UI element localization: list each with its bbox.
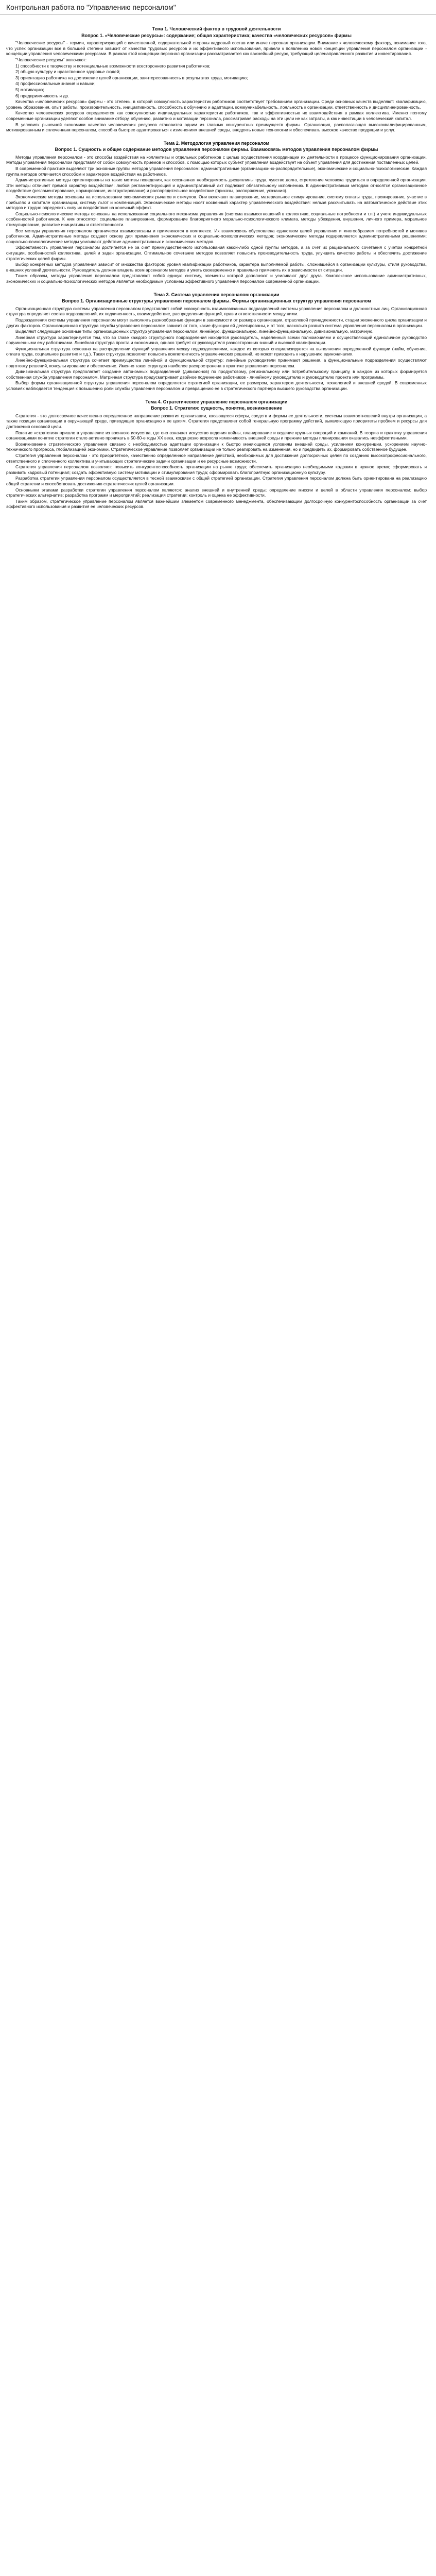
topic-heading: Тема 1. Человеческий фактор в трудовой деятельности <box>152 26 281 31</box>
paragraph: Разработка стратегии управления персоналом осуществляется в тесной взаимосвязи с общей стратегией организации. Стратегия управления персоналом должна быть ориентирована на реализацию общей стратегии и способствовать достижению стратегических целей организации. <box>6 476 427 486</box>
section <box>6 392 427 510</box>
topic-heading: Тема 4. Стратегическое управление персоналом организации <box>145 399 288 404</box>
paragraph: Все методы управления персоналом органически взаимосвязаны и применяются в комплексе. Их взаимосвязь обусловлена единством целей управления и многообразием потребностей и мотивов работников. Административные методы создают основу для применения экономических и социально-психологических методов; экономические методы подкрепляются административными решениями; социально-психологические методы усиливают действие административных и экономических методов. <box>6 228 427 244</box>
paragraph: Понятие «стратегия» пришло в управление из военного искусства, где оно означает искусство ведения войны, планирование и ведение крупных операций и кампаний. В теорию и практику управления организациями понятие стратегии стало активно проникать в 50-60-е годы XX века, когда резко возросла изменчивость внешней среды и прежние методы планирования оказались неэффективными. <box>6 430 427 441</box>
paragraph: Эффективность управления персоналом достигается не за счет преимущественного использования какой-либо одной группы методов, а за счет их рационального сочетания с учетом конкретной ситуации, особенностей коллектива, целей и задач организации. Оптимальное сочетание методов позволяет повысить производительность труда, улучшить качество работы и обеспечить достижение стратегических целей фирмы. <box>6 245 427 261</box>
paragraph: Функциональная структура основана на распределении функций управления между подразделениями, каждое из которых специализируется на выполнении определенной функции (найм, обучение, оплата труда, социальное развитие и т.д.). Такая структура позволяет повысить компетентность управленческих решений, но может приводить к нарушению единоначалия. <box>6 346 427 357</box>
paragraph: "Человеческие ресурсы" - термин, характеризующий с качественной, содержательной стороны кадровый состав или иначе персонал организации. Внимание к человеческому фактору, понимание того, что успех организации все в большей степени зависит от качества трудовых ресурсов и их эффективного использования, привели к появлению новой концепции управления персоналом организации - концепции управления человеческими ресурсами. В рамках этой концепции персонал организации рассматривается как важнейший ресурс, требующий целенаправленного развития и инвестирования. <box>6 40 427 57</box>
paragraph: 6) предприимчивость и др. <box>15 93 69 98</box>
paragraph: 3) ориентацию работника на достижение целей организации, заинтересованность в результатах труда, мотивацию; <box>15 75 248 80</box>
paragraph: Основными этапами разработки стратегии управления персоналом являются: анализ внешней и внутренней среды; определение миссии и целей в области управления персоналом; выбор стратегических альтернатив; разработка программ и мероприятий; реализация стратегии; контроль и оценка ее эффективности. <box>6 487 427 498</box>
paragraph: Линейно-функциональная структура сочетает преимущества линейной и функциональной структур: линейные руководители принимают решения, а функциональные подразделения осуществляют подготовку решений, консультирование и обеспечение. Именно такая структура наиболее распространена в практике управления персоналом. <box>6 358 427 368</box>
paragraph: "Человеческие ресурсы" включают: <box>15 57 87 62</box>
paragraph: Организационная структура системы управления персоналом представляет собой совокупность взаимосвязанных подразделений системы управления персоналом и должностных лиц. Организационная структура определяет состав подразделений, их подчиненность, взаимодействие, распределение функций, прав и ответственности между ними. <box>6 306 427 317</box>
topic-heading: Тема 2. Методология управления персоналом <box>163 140 270 146</box>
paragraph: Качество человеческих ресурсов определяется как совокупностью индивидуальных характеристик работников, так и эффективностью их взаимодействия в рамках коллектива. Именно поэтому современные организации уделяют особое внимание отбору, обучению, развитию и мотивации персонала, рассматривая расходы на эти цели не как затраты, а как инвестиции в человеческий капитал. <box>6 110 427 121</box>
paragraph: Методы управления персоналом - это способы воздействия на коллективы и отдельных работников с целью осуществления координации их деятельности в процессе функционирования организации. Методы управления персоналом представляют собой совокупность приемов и способов, с помощью которых субъект управления воздействует на объект управления для достижения поставленных целей. <box>6 154 427 165</box>
question-heading: Вопрос 1. Стратегия: сущность, понятие, возникновение <box>151 405 282 411</box>
paragraph: Выбор формы организационной структуры управления персоналом определяется стратегией организации, ее размером, характером деятельности, технологией и внешней средой. В современных условиях наблюдается тенденция к повышению роли службы управления персоналом и превращению ее в стратегического партнера высшего руководства организации. <box>6 380 427 392</box>
section <box>6 19 427 133</box>
document-body <box>0 19 436 510</box>
paragraph: 5) мотивацию; <box>15 87 44 92</box>
section <box>6 133 427 285</box>
paragraph: В современной практике выделяют три основные группы методов управления персоналом: административные (организационно-распорядительные), экономические и социально-психологические. Каждая группа методов отличается способом и характером воздействия на работников. <box>6 166 427 177</box>
paragraph: 2) общую культуру и нравственное здоровье людей; <box>15 69 120 75</box>
paragraph: 4) профессиональные знания и навыки; <box>15 81 96 87</box>
document-title: Контрольная работа по "Управлению персоналом" <box>0 0 436 15</box>
question-heading: Вопрос 1. Сущность и общее содержание методов управления персоналом фирмы. Взаимосвязь методов управления персоналом фирмы <box>55 147 378 152</box>
topic-heading: Тема 3. Система управления персоналом организации <box>153 292 280 297</box>
paragraph: Экономические методы основаны на использовании экономических рычагов и стимулов. Они включают планирование, материальное стимулирование, систему оплаты труда, премирование, участие в прибылях и капитале организации, систему льгот и компенсаций. Экономические методы носят косвенный характер управленческого воздействия: нельзя рассчитывать на автоматическое действие этих методов и трудно определить силу их воздействия на конечный эффект. <box>6 194 427 211</box>
paragraph: Таким образом, методы управления персоналом представляют собой единую систему, элементы которой дополняют и усиливают друг друга. Комплексное использование административных, экономических и социально-психологических методов является необходимым условием эффективного управления персоналом современной организации. <box>6 273 427 284</box>
paragraph: Линейная структура характеризуется тем, что во главе каждого структурного подразделения находится руководитель, наделенный всеми полномочиями и осуществляющий единоличное руководство подчиненными ему работниками. Линейная структура проста и экономична, однако требует от руководителя разносторонних знаний и высокой квалификации. <box>6 334 427 346</box>
paragraph: Стратегия управления персоналом - это приоритетное, качественно определенное направление действий, необходимых для достижения долгосрочных целей по созданию высокопрофессионального, ответственного и сплоченного коллектива и учитывающих стратегические задачи организации и ее ресурсные возможности. <box>6 452 427 464</box>
paragraph: Административные методы ориентированы на такие мотивы поведения, как осознанная необходимость дисциплины труда, чувство долга, стремление человека трудиться в определенной организации. Эти методы отличает прямой характер воздействия: любой регламентирующий и административный акт подлежит обязательному исполнению. К административным методам относятся организационное воздействие (регламентирование, нормирование, инструктирование) и распорядительное воздействие (приказы, распоряжения, указания). <box>6 177 427 194</box>
paragraph: Стратегия управления персоналом позволяет: повысить конкурентоспособность организации на рынке труда; обеспечить организацию необходимыми кадрами в нужное время; сформировать и развивать кадровый потенциал; создать эффективную систему мотивации и стимулирования труда; сформировать благоприятную организационную культуру. <box>6 464 427 475</box>
paragraph: Подразделения системы управления персоналом могут выполнять разнообразные функции в зависимости от размера организации, отраслевой принадлежности, стадии жизненного цикла организации и других факторов. Организационная структура службы управления персоналом зависит от того, какие функции ей делегированы, и от того, насколько развита система управления персоналом в организации. <box>6 317 427 328</box>
paragraph: Таким образом, стратегическое управление персоналом является важнейшим элементом современного менеджмента, обеспечивающим долгосрочную конкурентоспособность организации за счет эффективного использования и развития ее человеческих ресурсов. <box>6 498 427 510</box>
section <box>6 285 427 392</box>
question-heading: Вопрос 1. Организационные структуры управления персоналом фирмы. Формы организационных структур управления персоналом <box>62 298 371 304</box>
paragraph: Выделяют следующие основные типы организационных структур управления персоналом: линейную, функциональную, линейно-функциональную, дивизиональную, матричную. <box>15 329 374 334</box>
paragraph: 1) способности к творчеству и потенциальные возможности всестороннего развития работников; <box>15 63 211 69</box>
paragraph: Качества «человеческих ресурсов» фирмы - это степень, в которой совокупность характеристик работников соответствует требованиям организации. Среди основных качеств выделяют: квалификацию, уровень образования, опыт работы, производительность, инициативность, способность к обучению и адаптации, коммуникабельность, лояльность к организации, ответственность и дисциплинированность. <box>6 99 427 110</box>
paragraph: Дивизиональная структура предполагает создание автономных подразделений (дивизионов) по продуктовому, региональному или потребительскому принципу, в каждом из которых формируется собственная служба управления персоналом. Матричная структура предусматривает двойное подчинение работников - линейному руководителю и руководителю проекта или программы. <box>6 369 427 380</box>
question-heading: Вопрос 1. «Человеческие ресурсы»: содержание; общая характеристика; качества «человеческих ресурсов» фирмы <box>81 32 352 38</box>
paragraph: Социально-психологические методы основаны на использовании социального механизма управления (система взаимоотношений в коллективе, социальные потребности и т.п.) и учете индивидуальных особенностей работников. К ним относятся: социальное планирование, формирование благоприятного морально-психологического климата, методы убеждения, внушения, личного примера, моральное стимулирование, развитие инициативы и ответственности. <box>6 211 427 227</box>
paragraph: Возникновение стратегического управления связано с необходимостью адаптации организации к быстро меняющимся условиям внешней среды, усилением конкуренции, ускорением научно-технического прогресса, глобализацией экономики. Стратегическое управление позволяет организации не только реагировать на изменения, но и предвидеть их, формировать собственное будущее. <box>6 441 427 452</box>
paragraph: В условиях рыночной экономики качество человеческих ресурсов становится одним из главных конкурентных преимуществ фирмы. Организация, располагающая высококвалифицированным, мотивированным и сплоченным персоналом, способна быстрее адаптироваться к изменениям внешней среды, внедрять новые технологии и обеспечивать высокое качество продукции и услуг. <box>6 122 427 133</box>
paragraph: Стратегия - это долгосрочное качественно определенное направление развития организации, касающееся сферы, средств и формы ее деятельности, системы взаимоотношений внутри организации, а также позиции организации в окружающей среде, приводящее организацию к ее целям. Стратегия представляет собой генеральную программу действий, выявляющую приоритеты проблем и ресурсы для достижения основной цели. <box>6 413 427 429</box>
paragraph: Выбор конкретных методов управления зависит от множества факторов: уровня квалификации работников, характера выполняемой работы, сложившейся в организации культуры, стиля руководства, внешних условий деятельности. Руководитель должен владеть всем арсеналом методов и уметь своевременно и правильно применять их в зависимости от ситуации. <box>6 262 427 273</box>
